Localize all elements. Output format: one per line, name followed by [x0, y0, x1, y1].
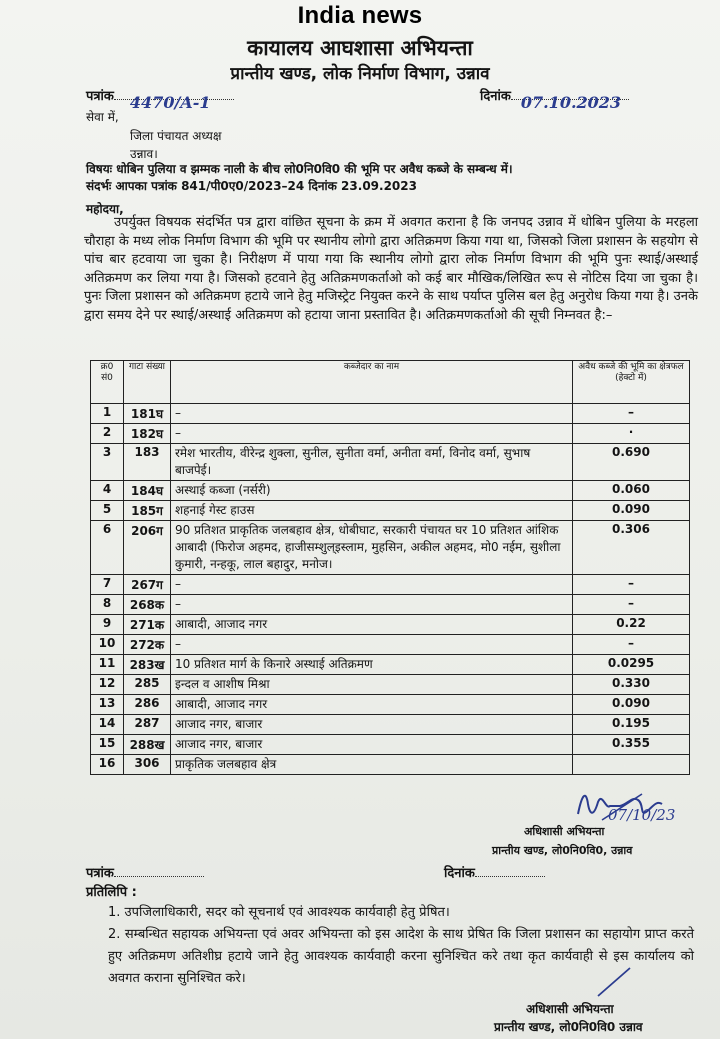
cell-gata: 267ग — [124, 575, 171, 595]
cell-gata: 288ख — [124, 735, 171, 755]
table-row — [91, 575, 690, 595]
cell-name: – — [171, 635, 573, 655]
patrank-row — [86, 86, 234, 112]
cell-sno: 3 — [91, 444, 124, 481]
table-row — [91, 695, 690, 715]
dinank-value: 07.10.2023 — [520, 93, 622, 112]
letter-body — [84, 214, 698, 326]
salutation: महोदया, — [86, 202, 124, 216]
signatory2-office: प्रान्तीय खण्ड, लो0नि0वि0 उन्नाव — [494, 1020, 643, 1034]
cell-area: 0.090 — [573, 501, 690, 521]
cell-area: 0.690 — [573, 444, 690, 481]
cell-name: – — [171, 595, 573, 615]
cell-gata: 182घ — [124, 424, 171, 444]
footer-patrank-label: पत्रांक — [86, 866, 114, 881]
pratilipi-label: प्रतिलिपि : — [86, 885, 137, 900]
cell-area: 0.22 — [573, 615, 690, 635]
table-row — [91, 444, 690, 481]
table-row — [91, 635, 690, 655]
cell-name: 10 प्रतिशत मार्ग के किनारे अस्थाई अतिक्रमण — [171, 655, 573, 675]
cell-sno: 7 — [91, 575, 124, 595]
cell-sno: 9 — [91, 615, 124, 635]
footer-dinank-label: दिनांक — [444, 866, 475, 881]
cell-area: 0.306 — [573, 521, 690, 575]
cell-sno: 11 — [91, 655, 124, 675]
cell-gata: 181घ — [124, 404, 171, 424]
footer-patrank — [86, 863, 204, 881]
cell-area: 0.0295 — [573, 655, 690, 675]
cell-name: इन्दल व आशीष मिश्रा — [171, 675, 573, 695]
cell-sno: 10 — [91, 635, 124, 655]
cell-gata: 283ख — [124, 655, 171, 675]
copy-item-1-text: उपजिलाधिकारी, सदर को सूचनार्थ एवं आवश्यक कार्यवाही हेतु प्रेषित। — [124, 905, 450, 920]
footer-dinank — [444, 863, 545, 881]
cell-gata: 271क — [124, 615, 171, 635]
recipient-line2: उन्नाव। — [130, 147, 158, 161]
header-gata: गाटा संख्या — [124, 361, 171, 404]
signature-date: 07/10/23 — [608, 806, 676, 824]
cell-sno: 14 — [91, 715, 124, 735]
cell-sno: 2 — [91, 424, 124, 444]
patrank-label: पत्रांक — [86, 89, 114, 104]
copy-item-2-text: सम्बन्धित सहायक अभियन्ता एवं अवर अभियन्ता को इस आदेश के साथ प्रेषित कि जिला प्रशासन का सहायोग प्राप्त करते हुए अतिक्रमण अतिशीघ्र हटाये जाने हेतु आवश्यक कार्यवाही करना सुनिश्चित करे तथा कृत कार्यवाही से इस कार्यालय को अवगत कराना सुनिश्चित करे। — [108, 927, 695, 986]
cell-name: – — [171, 404, 573, 424]
patrank-value: 4470/A-1 — [129, 93, 211, 112]
cell-area: 0.355 — [573, 735, 690, 755]
cell-name: आबादी, आजाद नगर — [171, 615, 573, 635]
signatory-title: अधिशासी अभियन्ता — [524, 825, 605, 838]
cell-name: अस्थाई कब्जा (नर्सरी) — [171, 481, 573, 501]
table-row — [91, 615, 690, 635]
copy-item-1-num: 1. — [108, 905, 121, 920]
table-header-row — [91, 361, 690, 404]
cell-area: – — [573, 404, 690, 424]
cell-name: शहनाई गेस्ट हाउस — [171, 501, 573, 521]
header-area: अवैध कब्जे की भूमि का क्षेत्रफल (हेक्टो में) — [573, 361, 690, 404]
cell-gata: 184घ — [124, 481, 171, 501]
table-row — [91, 404, 690, 424]
table-row — [91, 715, 690, 735]
table-row — [91, 735, 690, 755]
cell-sno: 6 — [91, 521, 124, 575]
letter-body-text: उपर्युक्त विषयक संदर्भित पत्र द्वारा वांछित सूचना के क्रम में अवगत कराना है कि जनपद उन्नाव में धोबिन पुलिया के मरहला चौराहा के मध्य लोक निर्माण विभाग की भूमि पर स्थानीय लोगो द्वारा अतिक्रमण किया गया था, जिसको जिला प्रशासन के सहयोग से पांच बार हटवाया जा चुका है। निरीक्षण में पाया गया कि स्थानीय लोगो द्वारा लोक निर्माण विभाग की भूमि पुनः स्थाई/अस्थाई अतिक्रमण कर लिया गया है। जिसको हटवाने हेतु अतिक्रमणकर्ताओ को कई बार मौखिक/लिखित रूप से नोटिस दिया जा चुका है। पुनः जिला प्रशासन को अतिक्रमण हटाये जाने हेतु मजिस्ट्रेट नियुक्त करने के साथ पर्याप्त पुलिस बल हेतु अनुरोध किया गया है। उनके द्वारा समय देने पर स्थाई/अस्थाई अतिक्रमण को हटाया जाना प्रस्तावित है। अतिक्रमणकर्ताओ की सूची निम्नवत है:– — [84, 215, 699, 323]
copy-item-1 — [108, 902, 694, 924]
cell-gata: 306 — [124, 755, 171, 775]
reference-line — [86, 177, 417, 194]
cell-sno: 13 — [91, 695, 124, 715]
cell-sno: 4 — [91, 481, 124, 501]
header-sno: क्र0 सं0 — [91, 361, 124, 404]
cell-area: – — [573, 595, 690, 615]
copy-item-2-num: 2. — [108, 927, 121, 942]
cell-area: – — [573, 575, 690, 595]
cell-area: 0.090 — [573, 695, 690, 715]
cell-gata: 286 — [124, 695, 171, 715]
signature-stroke — [594, 964, 634, 1000]
cell-gata: 268क — [124, 595, 171, 615]
encroachers-table — [90, 360, 690, 775]
table-row — [91, 655, 690, 675]
table-body — [91, 404, 690, 775]
cell-gata: 185ग — [124, 501, 171, 521]
cell-area: · — [573, 424, 690, 444]
cell-gata: 285 — [124, 675, 171, 695]
cell-name: – — [171, 575, 573, 595]
cell-name: प्राकृतिक जलबहाव क्षेत्र — [171, 755, 573, 775]
header-name: कब्जेदार का नाम — [171, 361, 573, 404]
table-row — [91, 521, 690, 575]
cell-area — [573, 755, 690, 775]
recipient-line1: जिला पंचायत अध्यक्ष — [130, 129, 222, 143]
table-row — [91, 595, 690, 615]
seva-mein: सेवा में, — [86, 110, 119, 124]
cell-area: 0.195 — [573, 715, 690, 735]
signatory-office: प्रान्तीय खण्ड, लो0नि0वि0, उन्नाव — [492, 844, 633, 857]
cell-gata: 272क — [124, 635, 171, 655]
cell-area: – — [573, 635, 690, 655]
reference-label: संदर्भः — [86, 179, 112, 193]
cell-name: 90 प्रतिशत प्राकृतिक जलबहाव क्षेत्र, धोबीघाट, सरकारी पंचायत घर 10 प्रतिशत आंशिक आबादी (फिरोज अहमद, हाजीसम्शुल्इस्लाम, मुहसिन, अकील अहमद, मो0 नईम, सुशीला कुमारी, नन्हकू, लाल बहादुर, मनोज। — [171, 521, 573, 575]
cell-sno: 16 — [91, 755, 124, 775]
dinank-row — [480, 86, 629, 112]
subject-line — [86, 160, 513, 177]
watermark: India news — [297, 2, 423, 29]
cell-name: आजाद नगर, बाजार — [171, 715, 573, 735]
subject-label: विषयः — [86, 162, 113, 176]
table-row — [91, 755, 690, 775]
office-title: कायालय आघशासा अभियन्ता — [247, 36, 473, 60]
signatory2-title: अधिशासी अभियन्ता — [526, 1002, 614, 1016]
cell-gata: 183 — [124, 444, 171, 481]
cell-sno: 1 — [91, 404, 124, 424]
cell-area: 0.060 — [573, 481, 690, 501]
office-subtitle: प्रान्तीय खण्ड, लोक निर्माण विभाग, उन्नाव — [230, 64, 490, 84]
cell-name: आबादी, आजाद नगर — [171, 695, 573, 715]
cell-sno: 5 — [91, 501, 124, 521]
cell-name: आजाद नगर, बाजार — [171, 735, 573, 755]
reference-text: आपका पत्रांक 841/पी0ए0/2023–24 दिनांक 23.09.2023 — [115, 179, 417, 193]
cell-gata: 287 — [124, 715, 171, 735]
cell-name: रमेश भारतीय, वीरेन्द्र शुक्ला, सुनील, सुनीता वर्मा, अनीता वर्मा, विनोद वर्मा, सुभाष बाजपेई। — [171, 444, 573, 481]
cell-sno: 12 — [91, 675, 124, 695]
cell-sno: 8 — [91, 595, 124, 615]
table-row — [91, 481, 690, 501]
dinank-label: दिनांक — [480, 89, 511, 104]
cell-area: 0.330 — [573, 675, 690, 695]
cell-gata: 206ग — [124, 521, 171, 575]
cell-sno: 15 — [91, 735, 124, 755]
table-row — [91, 675, 690, 695]
table-row — [91, 501, 690, 521]
cell-name: – — [171, 424, 573, 444]
subject-text: धोबिन पुलिया व झम्मक नाली के बीच लो0नि0वि0 की भूमि पर अवैध कब्जे के सम्बन्ध में। — [116, 162, 513, 176]
table-row — [91, 424, 690, 444]
